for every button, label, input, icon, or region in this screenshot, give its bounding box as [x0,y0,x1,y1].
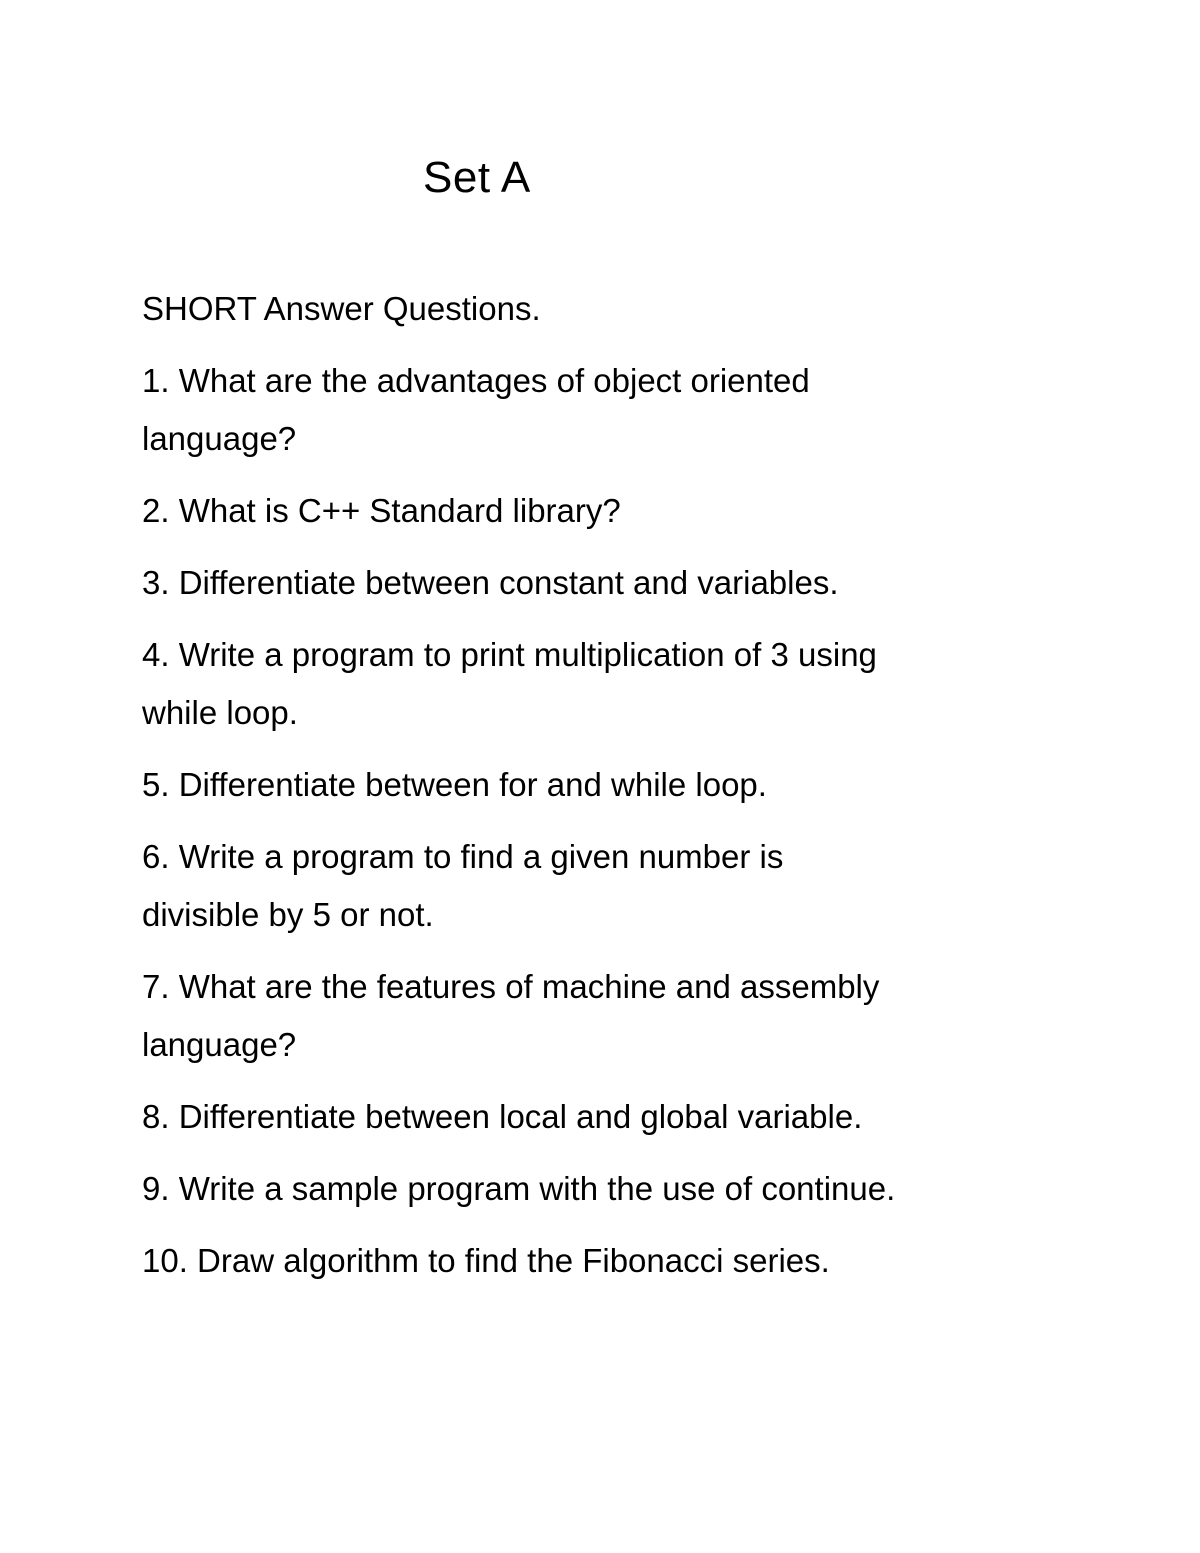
question-item [142,482,1082,540]
question-item [142,1232,1082,1290]
question-line: 7. What are the features of machine and assembly [142,968,880,1005]
question-item [142,828,1082,944]
question-line: 8. Differentiate between local and global variable. [142,1098,863,1135]
section-heading: SHORT Answer Questions. [142,290,541,327]
question-line: language? [142,1026,297,1063]
question-line: language? [142,420,297,457]
question-line: 10. Draw algorithm to find the Fibonacci series. [142,1242,830,1279]
question-item [142,554,1082,612]
question-item [142,1160,1082,1218]
question-line: 5. Differentiate between for and while loop. [142,766,767,803]
question-line: 2. What is C++ Standard library? [142,492,621,529]
question-item [142,958,1082,1074]
question-line: while loop. [142,694,298,731]
question-list [142,280,1082,1304]
question-item [142,626,1082,742]
question-line: 3. Differentiate between constant and variables. [142,564,839,601]
question-line: 6. Write a program to find a given number is [142,838,784,875]
question-line: divisible by 5 or not. [142,896,434,933]
question-line: 1. What are the advantages of object oriented [142,362,810,399]
question-item [142,1088,1082,1146]
question-item [142,352,1082,468]
document-title: Set A [423,153,531,202]
question-item [142,756,1082,814]
question-line: 4. Write a program to print multiplication of 3 using [142,636,877,673]
question-line: 9. Write a sample program with the use of continue. [142,1170,896,1207]
